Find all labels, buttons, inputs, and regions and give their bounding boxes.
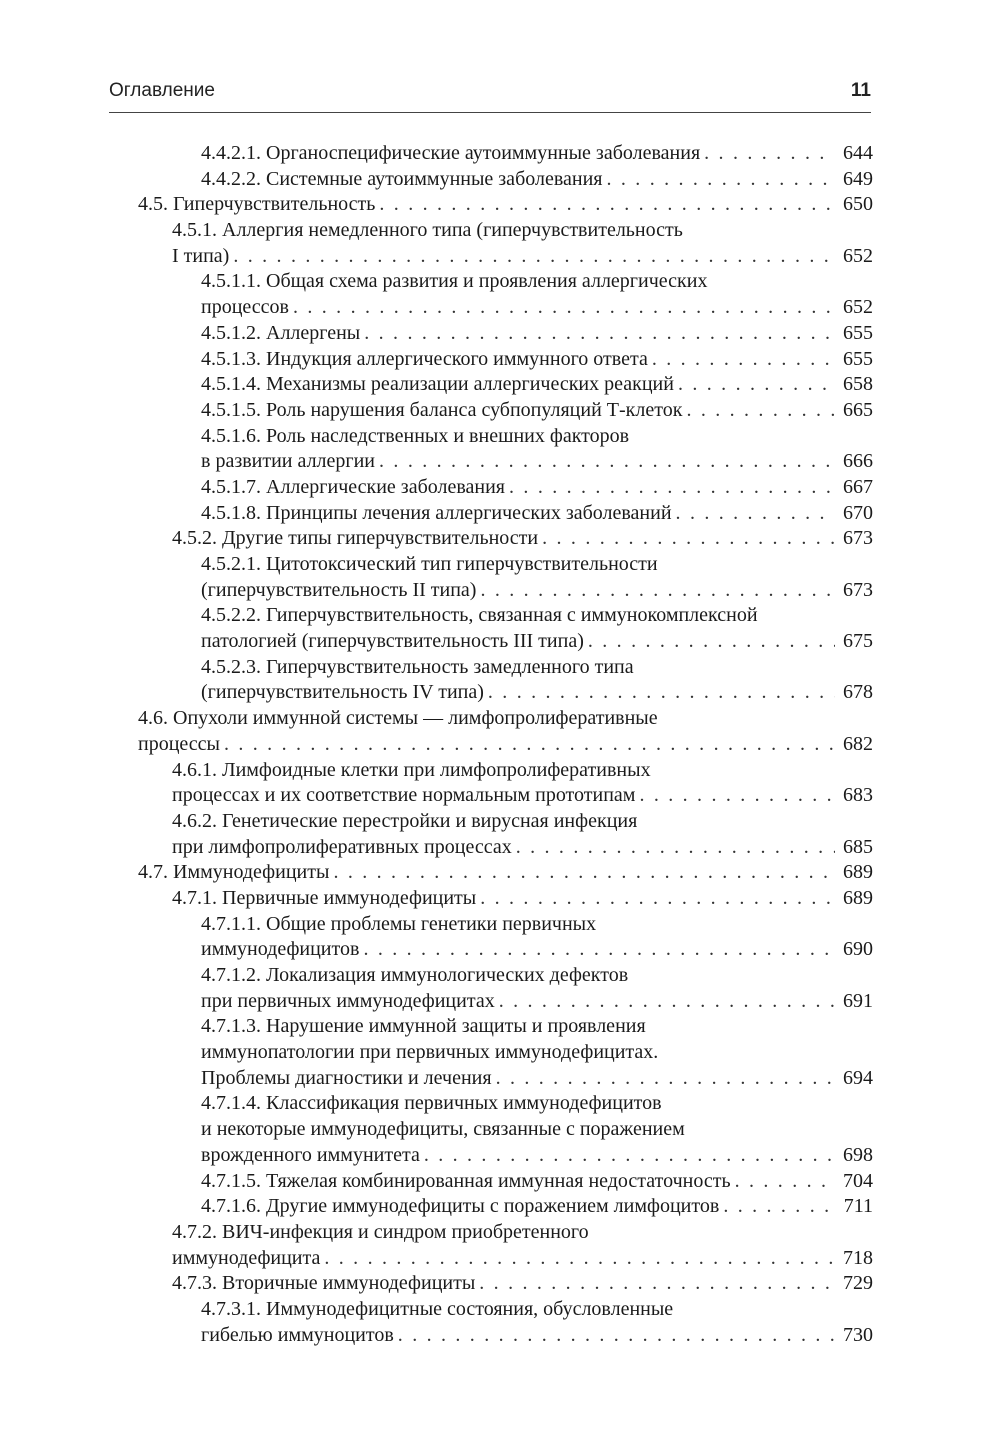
toc-entry-title: (гиперчувствительность II типа) bbox=[201, 578, 477, 601]
toc-entry bbox=[0, 1169, 873, 1195]
toc-entry bbox=[0, 783, 873, 809]
toc-entry bbox=[0, 321, 873, 347]
toc-entry bbox=[0, 809, 1000, 835]
dot-leader bbox=[652, 347, 835, 373]
toc-entry-title: 4.7.2. ВИЧ-инфекция и синдром приобретенного bbox=[172, 1220, 589, 1243]
toc-entry-title: 4.5.2. Другие типы гиперчувствительности bbox=[172, 527, 539, 550]
toc-entry-title: 4.7.1.6. Другие иммунодефициты с поражением лимфоцитов bbox=[201, 1195, 720, 1218]
toc-entry bbox=[0, 269, 1000, 295]
running-header bbox=[109, 80, 871, 108]
toc-entry bbox=[0, 1066, 873, 1092]
toc-entry-page: 650 bbox=[843, 193, 873, 216]
dot-leader bbox=[676, 501, 835, 527]
toc-entry-title: 4.4.2.1. Органоспецифические аутоиммунные заболевания bbox=[201, 142, 701, 164]
toc-entry bbox=[0, 655, 1000, 681]
toc-entry-page: 682 bbox=[843, 732, 873, 755]
header-rule bbox=[109, 112, 871, 113]
toc-entry-title: 4.5.1.4. Механизмы реализации аллергических реакций bbox=[201, 373, 674, 396]
toc-entry-page: 704 bbox=[843, 1169, 873, 1192]
dot-leader bbox=[516, 835, 835, 861]
dot-leader bbox=[639, 783, 835, 809]
toc-entry bbox=[0, 218, 1000, 244]
toc-entry bbox=[0, 1117, 1000, 1143]
toc-entry bbox=[0, 167, 873, 193]
toc-entry-title: при первичных иммунодефицитах bbox=[201, 989, 495, 1012]
toc-entry-title: 4.7.1.3. Нарушение иммунной защиты и проявления bbox=[201, 1015, 646, 1038]
toc-entry-title: 4.7.1.2. Локализация иммунологических дефектов bbox=[201, 964, 629, 986]
toc-entry bbox=[0, 552, 1000, 578]
toc-entry-title: 4.5.1.6. Роль наследственных и внешних факторов bbox=[201, 424, 630, 447]
toc-entry-page: 730 bbox=[843, 1323, 873, 1346]
toc-entry-page: 683 bbox=[843, 784, 873, 807]
toc-entry-title: 4.7.1.1. Общие проблемы генетики первичных bbox=[201, 912, 597, 935]
toc-entry bbox=[0, 526, 873, 552]
toc-entry bbox=[0, 1271, 873, 1297]
toc-entry bbox=[0, 141, 873, 167]
dot-leader bbox=[704, 141, 835, 167]
toc-entry-title: 4.4.2.2. Системные аутоиммунные заболевания bbox=[201, 167, 603, 190]
toc-entry bbox=[0, 680, 873, 706]
dot-leader bbox=[607, 167, 836, 193]
toc-entry bbox=[0, 1143, 873, 1169]
dot-leader bbox=[480, 886, 835, 912]
toc-entry-title: (гиперчувствительность IV типа) bbox=[201, 681, 484, 704]
dot-leader bbox=[233, 244, 835, 270]
toc-entry-page: 698 bbox=[843, 1143, 873, 1166]
dot-leader bbox=[224, 732, 835, 758]
toc-entry bbox=[0, 1091, 1000, 1117]
dot-leader bbox=[496, 1066, 835, 1092]
dot-leader bbox=[678, 372, 835, 398]
toc-entry-page: 652 bbox=[843, 296, 873, 319]
toc-entry bbox=[0, 1323, 873, 1349]
toc-entry-page: 675 bbox=[843, 630, 873, 653]
toc-entry bbox=[0, 1194, 873, 1220]
toc-entry-title: 4.7.1.4. Классификация первичных иммунодефицитов bbox=[201, 1092, 662, 1115]
toc-entry bbox=[0, 449, 873, 475]
dot-leader bbox=[379, 449, 835, 475]
toc-entry-title: 4.7. Иммунодефициты bbox=[138, 861, 330, 884]
toc-entry bbox=[0, 835, 873, 861]
toc-entry bbox=[0, 1220, 1000, 1246]
toc-entry-page: 667 bbox=[843, 475, 873, 498]
toc-entry-page: 644 bbox=[843, 142, 873, 164]
toc-entry bbox=[0, 912, 1000, 938]
dot-leader bbox=[364, 321, 835, 347]
dot-leader bbox=[424, 1143, 835, 1169]
toc-entry bbox=[0, 758, 1000, 784]
toc-entry-title: гибелью иммуноцитов bbox=[201, 1323, 394, 1346]
toc-entry-page: 689 bbox=[843, 886, 873, 909]
toc-entry-title: патологией (гиперчувствительность III типа) bbox=[201, 630, 584, 653]
toc-entry-title: 4.6.2. Генетические перестройки и вирусная инфекция bbox=[172, 809, 638, 832]
dot-leader bbox=[379, 192, 835, 218]
toc-entry bbox=[0, 603, 1000, 629]
toc-entry-title: 4.5. Гиперчувствительность bbox=[138, 193, 376, 216]
toc-entry-title: 4.7.1. Первичные иммунодефициты bbox=[172, 886, 477, 909]
toc-entry-title: иммунопатологии при первичных иммунодефицитах. bbox=[201, 1041, 659, 1064]
toc-entry bbox=[0, 424, 1000, 450]
toc-entry bbox=[0, 886, 873, 912]
toc-entry-page: 729 bbox=[843, 1272, 873, 1295]
toc-entry-title: 4.5.1.8. Принципы лечения аллергических заболеваний bbox=[201, 501, 672, 524]
toc-entry-page: 655 bbox=[843, 321, 873, 344]
dot-leader bbox=[488, 680, 835, 706]
toc-entry bbox=[0, 578, 873, 604]
toc-entry-title: 4.6. Опухоли иммунной системы — лимфопролиферативные bbox=[138, 707, 658, 730]
toc-entry-title: и некоторые иммунодефициты, связанные с поражением bbox=[201, 1118, 685, 1141]
toc-entry bbox=[0, 937, 873, 963]
toc-entry-title: 4.5.2.3. Гиперчувствительность замедленного типа bbox=[201, 655, 634, 678]
dot-leader bbox=[333, 860, 835, 886]
toc-entry-title: 4.6.1. Лимфоидные клетки при лимфопролиферативных bbox=[172, 758, 651, 781]
toc-entry bbox=[0, 1040, 1000, 1066]
toc-entry bbox=[0, 989, 873, 1015]
toc-entry-title: 4.7.1.5. Тяжелая комбинированная иммунная недостаточность bbox=[201, 1169, 731, 1192]
toc-entry-title: 4.5.1.2. Аллергены bbox=[201, 321, 361, 344]
toc-entry bbox=[0, 706, 1000, 732]
toc-entry-title: процессов bbox=[201, 296, 289, 319]
toc-entry-page: 666 bbox=[843, 450, 873, 473]
toc-entry bbox=[0, 244, 873, 270]
toc-entry bbox=[0, 629, 873, 655]
toc-entry bbox=[0, 1246, 873, 1272]
toc-entry-page: 678 bbox=[843, 681, 873, 704]
toc-entry-page: 670 bbox=[843, 501, 873, 524]
toc-entry-page: 718 bbox=[843, 1246, 873, 1269]
toc-entry-page: 689 bbox=[843, 861, 873, 884]
dot-leader bbox=[509, 475, 835, 501]
dot-leader bbox=[723, 1194, 835, 1220]
page-number: 11 bbox=[850, 80, 871, 101]
toc-entry-title: 4.5.2.2. Гиперчувствительность, связанная с иммунокомплексной bbox=[201, 604, 758, 627]
toc-entry-title: 4.5.1.3. Индукция аллергического иммунного ответа bbox=[201, 347, 648, 370]
toc-entry bbox=[0, 963, 1000, 989]
toc-entry-page: 655 bbox=[843, 347, 873, 370]
toc-entry-page: 694 bbox=[843, 1066, 873, 1089]
toc-entry-page: 665 bbox=[843, 398, 873, 421]
toc-entry bbox=[0, 475, 873, 501]
toc-entry-title: 4.5.1.5. Роль нарушения баланса субпопуляций Т-клеток bbox=[201, 398, 683, 421]
toc-entry-title: врожденного иммунитета bbox=[201, 1143, 420, 1166]
dot-leader bbox=[479, 1271, 835, 1297]
toc-entry-page: 649 bbox=[843, 167, 873, 190]
toc-entry-page: 673 bbox=[843, 527, 873, 550]
toc-entry-title: в развитии аллергии bbox=[201, 450, 376, 473]
dot-leader bbox=[293, 295, 835, 321]
toc-entry bbox=[0, 192, 873, 218]
table-of-contents bbox=[0, 141, 1000, 1348]
dot-leader bbox=[480, 578, 835, 604]
header-title: Оглавление bbox=[109, 80, 215, 101]
dot-leader bbox=[686, 398, 835, 424]
toc-entry-page: 711 bbox=[843, 1195, 873, 1218]
toc-entry bbox=[0, 501, 873, 527]
toc-entry-title: иммунодефицитов bbox=[201, 938, 360, 961]
toc-entry-page: 652 bbox=[843, 244, 873, 267]
toc-entry-title: I типа) bbox=[172, 244, 230, 267]
dot-leader bbox=[324, 1246, 835, 1272]
toc-entry bbox=[0, 1297, 1000, 1323]
toc-entry-page: 685 bbox=[843, 835, 873, 858]
toc-entry-title: 4.5.1.1. Общая схема развития и проявления аллергических bbox=[201, 270, 708, 293]
toc-entry bbox=[0, 860, 873, 886]
toc-entry-title: 4.5.2.1. Цитотоксический тип гиперчувствительности bbox=[201, 553, 658, 575]
toc-entry-title: Проблемы диагностики и лечения bbox=[201, 1066, 492, 1089]
toc-entry-page: 658 bbox=[843, 373, 873, 396]
toc-entry bbox=[0, 732, 873, 758]
toc-entry bbox=[0, 347, 873, 373]
toc-entry bbox=[0, 372, 873, 398]
dot-leader bbox=[398, 1323, 835, 1349]
toc-entry bbox=[0, 295, 873, 321]
toc-entry-title: процессы bbox=[138, 732, 220, 755]
toc-entry bbox=[0, 1014, 1000, 1040]
toc-entry-title: 4.5.1.7. Аллергические заболевания bbox=[201, 475, 506, 498]
dot-leader bbox=[363, 937, 835, 963]
toc-entry-title: 4.7.3.1. Иммунодефицитные состояния, обусловленные bbox=[201, 1297, 674, 1320]
dot-leader bbox=[588, 629, 835, 655]
toc-entry-title: 4.5.1. Аллергия немедленного типа (гиперчувствительность bbox=[172, 219, 683, 242]
dot-leader bbox=[735, 1169, 835, 1195]
dot-leader bbox=[499, 989, 835, 1015]
toc-entry-title: процессах и их соответствие нормальным прототипам bbox=[172, 784, 636, 807]
toc-entry-title: иммунодефицита bbox=[172, 1246, 321, 1269]
toc-entry-page: 691 bbox=[843, 989, 873, 1012]
toc-entry-page: 673 bbox=[843, 578, 873, 601]
toc-entry-page: 690 bbox=[843, 938, 873, 961]
toc-entry-title: 4.7.3. Вторичные иммунодефициты bbox=[172, 1272, 476, 1295]
dot-leader bbox=[542, 526, 835, 552]
toc-entry-title: при лимфопролиферативных процессах bbox=[172, 835, 512, 858]
toc-entry bbox=[0, 398, 873, 424]
